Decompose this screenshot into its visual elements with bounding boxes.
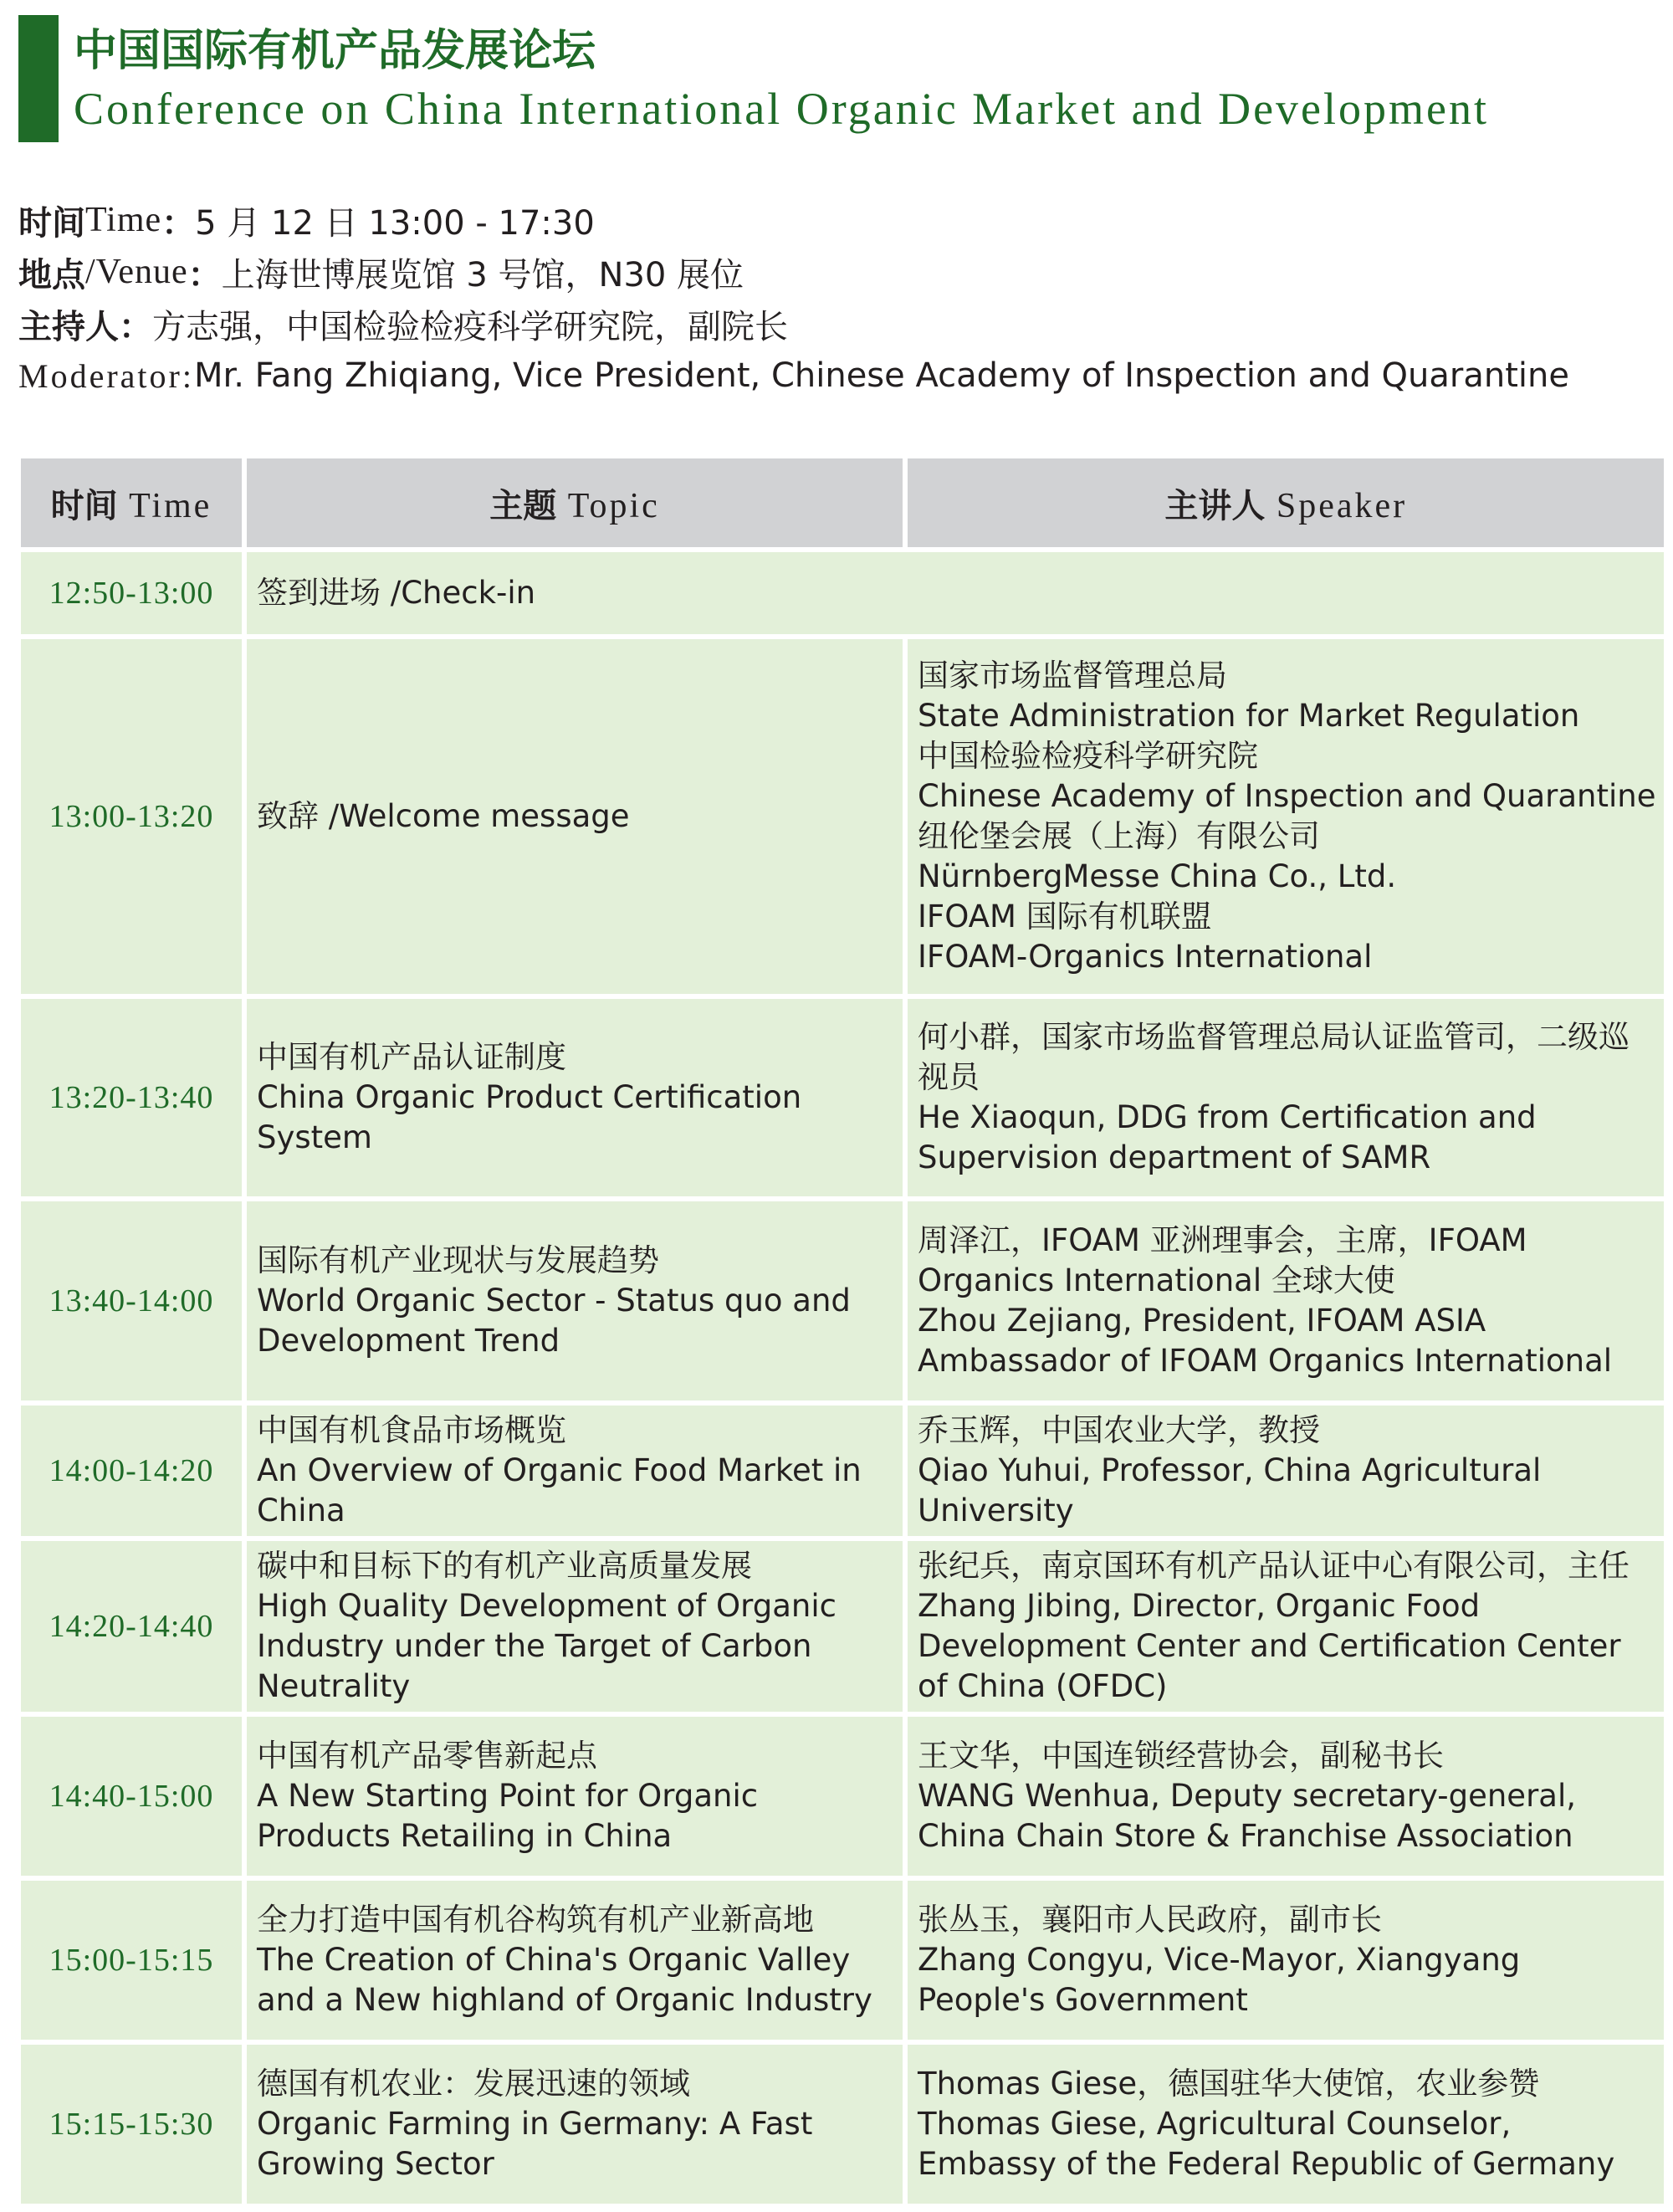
session-speaker bbox=[905, 996, 1666, 1199]
session-time: 15:00-15:15 bbox=[18, 1878, 244, 2042]
session-speaker bbox=[905, 1714, 1666, 1878]
speaker-line: NürnbergMesse China Co., Ltd. bbox=[918, 858, 1397, 894]
venue-label-cn: 地点 bbox=[18, 255, 85, 294]
speaker-line: Thomas Giese, Agricultural Counselor, Embassy of the Federal Republic of Germany bbox=[918, 2106, 1615, 2182]
page-header bbox=[18, 15, 1658, 142]
session-topic bbox=[244, 1539, 905, 1714]
venue-value: 上海世博展览馆 3 号馆，N30 展位 bbox=[221, 255, 744, 294]
column-header-speaker-cn: 主讲人 bbox=[1164, 486, 1266, 525]
speaker-line: He Xiaoqun, DDG from Certification and Supervision department of SAMR bbox=[918, 1099, 1537, 1175]
speaker-line: Qiao Yuhui, Professor, China Agricultural University bbox=[918, 1452, 1542, 1528]
session-speaker bbox=[905, 2042, 1666, 2206]
column-header-topic-en: Topic bbox=[556, 486, 660, 525]
session-topic bbox=[244, 1403, 905, 1539]
venue-colon: ： bbox=[187, 255, 222, 294]
session-speaker bbox=[905, 1878, 1666, 2042]
header-accent-bar bbox=[18, 15, 59, 142]
moderator-value-cn: 方志强，中国检验检疫科学研究院，副院长 bbox=[152, 307, 788, 346]
venue-label-en: /Venue bbox=[85, 253, 188, 291]
session-time: 13:40-14:00 bbox=[18, 1199, 244, 1403]
session-topic bbox=[244, 1199, 905, 1403]
session-speaker bbox=[905, 1199, 1666, 1403]
table-row bbox=[18, 1714, 1666, 1878]
schedule-table bbox=[18, 456, 1666, 2206]
speaker-line: 中国检验检疫科学研究院 bbox=[918, 738, 1258, 774]
moderator-label-en: Moderator: bbox=[18, 356, 194, 395]
topic-line: A New Starting Point for Organic Products Retailing in China bbox=[257, 1778, 759, 1854]
column-header-time-en: Time bbox=[117, 486, 212, 525]
event-moderator-en bbox=[18, 350, 1658, 402]
table-row bbox=[18, 1403, 1666, 1539]
speaker-line: 乔玉辉，中国农业大学，教授 bbox=[918, 1412, 1320, 1448]
session-topic bbox=[244, 2042, 905, 2206]
session-speaker bbox=[905, 1539, 1666, 1714]
table-row bbox=[18, 1199, 1666, 1403]
moderator-label-cn: 主持人： bbox=[18, 307, 152, 346]
column-header-time-cn: 时间 bbox=[50, 486, 118, 525]
speaker-line: 国家市场监督管理总局 bbox=[918, 658, 1227, 694]
event-time bbox=[18, 194, 1658, 246]
speaker-line: Chinese Academy of Inspection and Quarantine bbox=[918, 778, 1656, 814]
topic-line: 致辞 /Welcome message bbox=[257, 798, 630, 834]
column-header-topic-cn: 主题 bbox=[489, 486, 557, 525]
page-title-cn: 中国国际有机产品发展论坛 bbox=[74, 26, 596, 76]
session-time: 12:50-13:00 bbox=[18, 550, 244, 637]
topic-line: 中国有机产品认证制度 bbox=[257, 1039, 566, 1075]
event-moderator-cn bbox=[18, 298, 1658, 350]
speaker-line: Zhang Jibing, Director, Organic Food Development Center and Certification Center of China (OFDC) bbox=[918, 1588, 1621, 1704]
speaker-line: 何小群，国家市场监督管理总局认证监管司，二级巡视员 bbox=[918, 1019, 1630, 1095]
speaker-line: WANG Wenhua, Deputy secretary-general, China Chain Store & Franchise Association bbox=[918, 1778, 1576, 1854]
session-topic bbox=[244, 996, 905, 1199]
table-row bbox=[18, 2042, 1666, 2206]
session-topic bbox=[244, 550, 1666, 637]
table-row bbox=[18, 1878, 1666, 2042]
topic-line: The Creation of China's Organic Valley and a New highland of Organic Industry bbox=[257, 1942, 872, 2018]
topic-line: 国际有机产业现状与发展趋势 bbox=[257, 1242, 659, 1278]
speaker-line: IFOAM-Organics International bbox=[918, 939, 1373, 975]
topic-line: 中国有机食品市场概览 bbox=[257, 1412, 566, 1448]
session-topic bbox=[244, 637, 905, 996]
topic-line: World Organic Sector - Status quo and Development Trend bbox=[257, 1283, 851, 1359]
session-topic bbox=[244, 1714, 905, 1878]
speaker-line: 纽伦堡会展（上海）有限公司 bbox=[918, 818, 1320, 854]
page-title-en: Conference on China International Organic Market and Development bbox=[74, 84, 1489, 134]
session-speaker bbox=[905, 1403, 1666, 1539]
speaker-line: 周泽江，IFOAM 亚洲理事会，主席，IFOAM Organics International 全球大使 bbox=[918, 1222, 1527, 1298]
column-header-speaker-en: Speaker bbox=[1265, 486, 1408, 525]
topic-line: 德国有机农业：发展迅速的领域 bbox=[257, 2066, 690, 2102]
speaker-line: Thomas Giese，德国驻华大使馆，农业参赞 bbox=[918, 2066, 1540, 2102]
topic-line: 全力打造中国有机谷构筑有机产业新高地 bbox=[257, 1902, 814, 1938]
speaker-line: IFOAM 国际有机联盟 bbox=[918, 899, 1212, 934]
time-value: 5 月 12 日 13:00 - 17:30 bbox=[195, 203, 595, 243]
topic-line: Organic Farming in Germany: A Fast Growing Sector bbox=[257, 2106, 813, 2182]
topic-line: High Quality Development of Organic Industry under the Target of Carbon Neutrality bbox=[257, 1588, 836, 1704]
topic-line: An Overview of Organic Food Market in China bbox=[257, 1452, 862, 1528]
column-header-speaker bbox=[905, 456, 1666, 550]
speaker-line: 张丛玉，襄阳市人民政府，副市长 bbox=[918, 1902, 1382, 1938]
table-row bbox=[18, 996, 1666, 1199]
speaker-line: Zhang Congyu, Vice-Mayor, Xiangyang People's Government bbox=[918, 1942, 1521, 2018]
event-info bbox=[18, 194, 1658, 402]
session-time: 15:15-15:30 bbox=[18, 2042, 244, 2206]
topic-line: 中国有机产品零售新起点 bbox=[257, 1738, 597, 1774]
time-colon: ： bbox=[161, 203, 196, 243]
session-topic bbox=[244, 1878, 905, 2042]
session-time: 14:40-15:00 bbox=[18, 1714, 244, 1878]
column-header-time bbox=[18, 456, 244, 550]
moderator-value-en: Mr. Fang Zhiqiang, Vice President, Chinese Academy of Inspection and Quarantine bbox=[193, 356, 1569, 395]
topic-line: China Organic Product Certification System bbox=[257, 1079, 802, 1155]
speaker-line: State Administration for Market Regulation bbox=[918, 698, 1580, 734]
table-row bbox=[18, 1539, 1666, 1714]
time-label-cn: 时间 bbox=[18, 203, 85, 243]
table-row bbox=[18, 550, 1666, 637]
speaker-line: 张纪兵，南京国环有机产品认证中心有限公司，主任 bbox=[918, 1548, 1630, 1584]
session-time: 14:20-14:40 bbox=[18, 1539, 244, 1714]
speaker-line: 王文华，中国连锁经营协会，副秘书长 bbox=[918, 1738, 1444, 1774]
event-venue bbox=[18, 246, 1658, 298]
topic-line: 碳中和目标下的有机产业高质量发展 bbox=[257, 1548, 752, 1584]
session-speaker bbox=[905, 637, 1666, 996]
topic-line: 签到进场 /Check-in bbox=[257, 575, 536, 611]
session-time: 14:00-14:20 bbox=[18, 1403, 244, 1539]
column-header-topic bbox=[244, 456, 905, 550]
speaker-line: Zhou Zejiang, President, IFOAM ASIA Ambassador of IFOAM Organics International bbox=[918, 1303, 1613, 1379]
session-time: 13:00-13:20 bbox=[18, 637, 244, 996]
table-row bbox=[18, 637, 1666, 996]
table-header-row bbox=[18, 456, 1666, 550]
session-time: 13:20-13:40 bbox=[18, 996, 244, 1199]
time-label-en: Time bbox=[85, 201, 162, 239]
